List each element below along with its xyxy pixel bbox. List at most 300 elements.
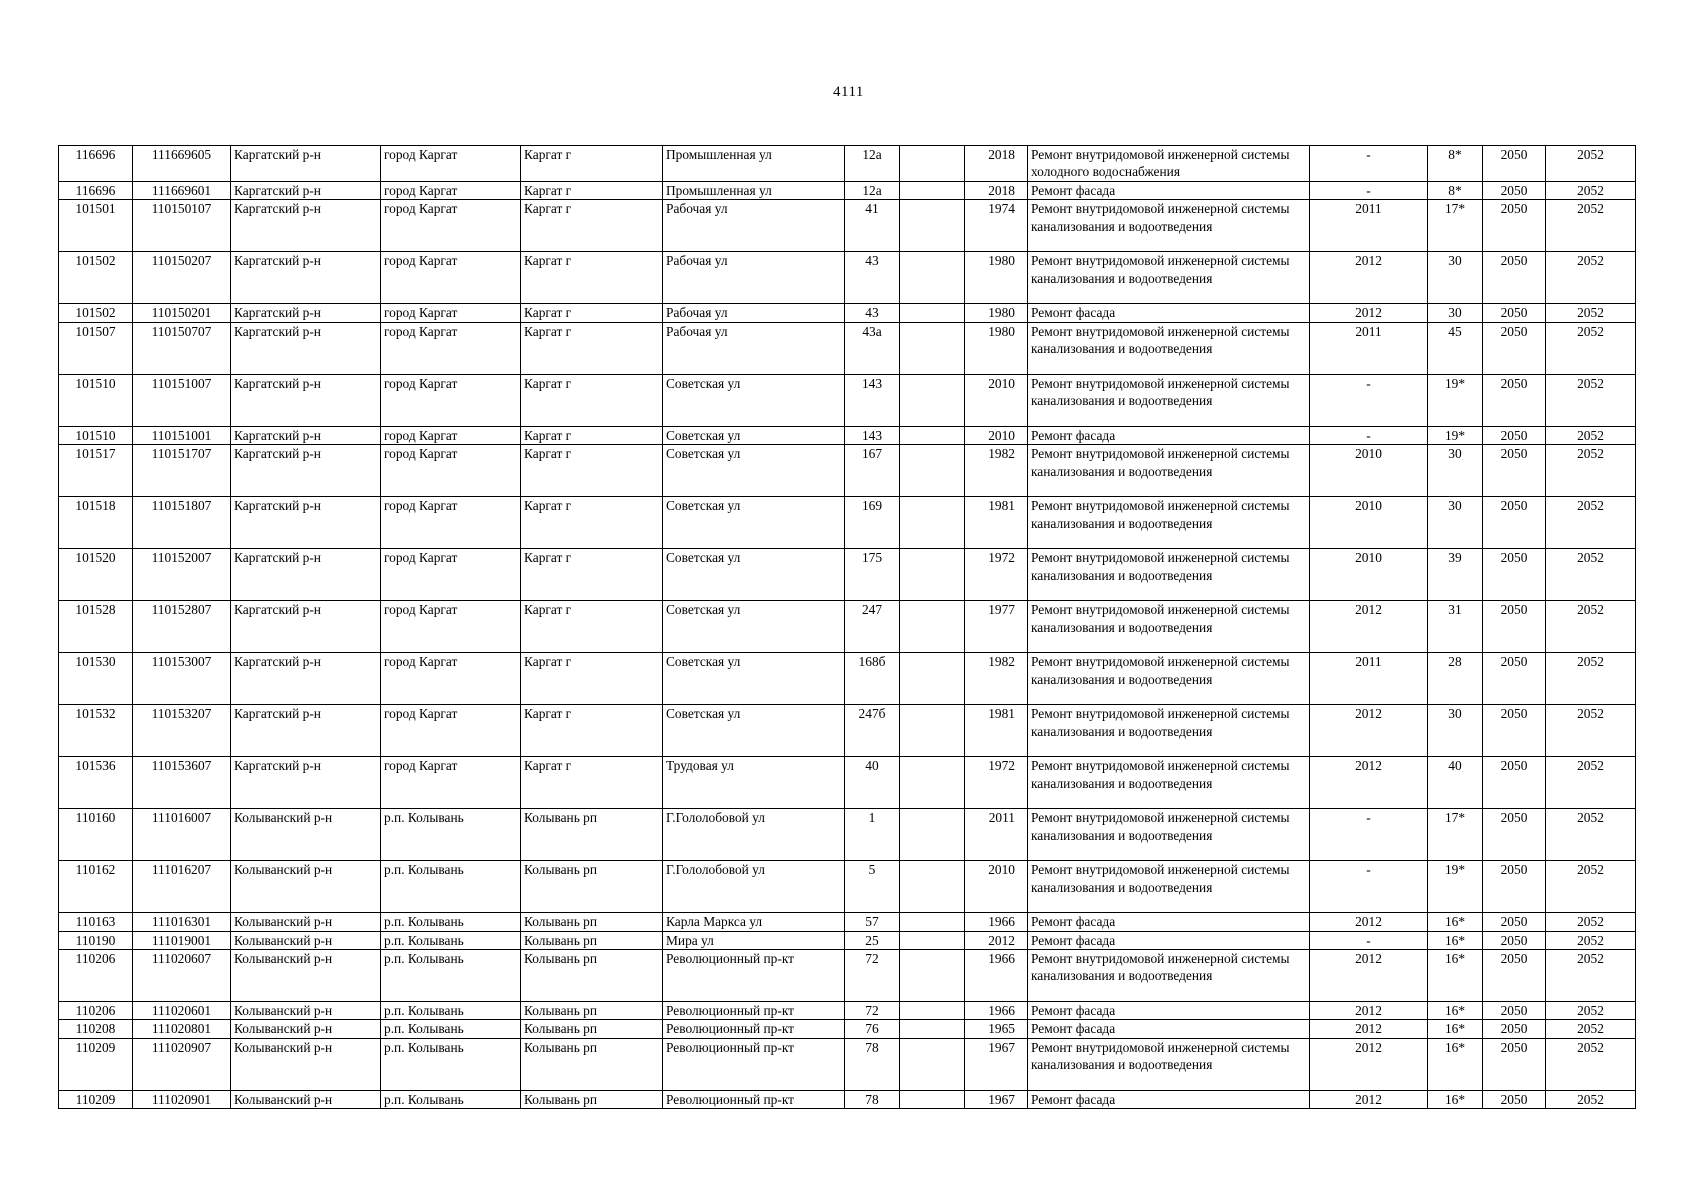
locality: Каргат г <box>521 653 663 705</box>
empty-cell <box>900 1090 965 1108</box>
building-number: 12а <box>845 146 900 182</box>
table-row <box>59 601 1636 653</box>
building-number: 169 <box>845 497 900 549</box>
table-row <box>59 1001 1636 1019</box>
record-code: 110151807 <box>133 497 231 549</box>
empty-cell <box>900 549 965 601</box>
table-row <box>59 374 1636 426</box>
last-repair-year: 2011 <box>1310 653 1428 705</box>
year-built: 2018 <box>965 181 1028 199</box>
district: Каргатский р-н <box>231 757 381 809</box>
table-row <box>59 304 1636 322</box>
district: Каргатский р-н <box>231 146 381 182</box>
locality: Каргат г <box>521 426 663 444</box>
year-built: 1980 <box>965 304 1028 322</box>
record-code: 110150107 <box>133 200 231 252</box>
building-number: 12а <box>845 181 900 199</box>
empty-cell <box>900 374 965 426</box>
year-built: 1972 <box>965 757 1028 809</box>
planned-start-year: 2050 <box>1483 705 1546 757</box>
record-id: 101536 <box>59 757 133 809</box>
building-number: 43а <box>845 322 900 374</box>
planned-start-year: 2050 <box>1483 1001 1546 1019</box>
planned-end-year: 2052 <box>1546 809 1636 861</box>
building-number: 25 <box>845 931 900 949</box>
planned-start-year: 2050 <box>1483 374 1546 426</box>
locality: Каргат г <box>521 146 663 182</box>
work-type: Ремонт внутридомовой инженерной системы холодного водоснабжения <box>1028 146 1310 182</box>
record-code: 110151001 <box>133 426 231 444</box>
locality: Каргат г <box>521 445 663 497</box>
last-repair-year: 2012 <box>1310 1038 1428 1090</box>
building-number: 175 <box>845 549 900 601</box>
empty-cell <box>900 913 965 931</box>
table-row <box>59 252 1636 304</box>
planned-start-year: 2050 <box>1483 757 1546 809</box>
work-type: Ремонт внутридомовой инженерной системы канализования и водоотведения <box>1028 653 1310 705</box>
building-number: 41 <box>845 200 900 252</box>
wear-value: 16* <box>1428 1038 1483 1090</box>
planned-start-year: 2050 <box>1483 252 1546 304</box>
district: Каргатский р-н <box>231 252 381 304</box>
street: Г.Гололобовой ул <box>663 861 845 913</box>
wear-value: 19* <box>1428 861 1483 913</box>
record-code: 110153207 <box>133 705 231 757</box>
locality: Каргат г <box>521 601 663 653</box>
table-row <box>59 949 1636 1001</box>
work-type: Ремонт внутридомовой инженерной системы канализования и водоотведения <box>1028 861 1310 913</box>
record-code: 110151007 <box>133 374 231 426</box>
locality: Каргат г <box>521 252 663 304</box>
street: Рабочая ул <box>663 304 845 322</box>
planned-start-year: 2050 <box>1483 601 1546 653</box>
locality: Колывань рп <box>521 931 663 949</box>
last-repair-year: 2012 <box>1310 252 1428 304</box>
municipality: город Каргат <box>381 322 521 374</box>
last-repair-year: - <box>1310 861 1428 913</box>
street: Г.Гололобовой ул <box>663 809 845 861</box>
planned-end-year: 2052 <box>1546 705 1636 757</box>
last-repair-year: 2011 <box>1310 322 1428 374</box>
table-row <box>59 200 1636 252</box>
locality: Каргат г <box>521 181 663 199</box>
municipality: р.п. Колывань <box>381 1038 521 1090</box>
year-built: 1982 <box>965 653 1028 705</box>
record-id: 101518 <box>59 497 133 549</box>
record-code: 111020607 <box>133 949 231 1001</box>
street: Революционный пр-кт <box>663 1020 845 1038</box>
district: Колыванский р-н <box>231 861 381 913</box>
planned-start-year: 2050 <box>1483 497 1546 549</box>
year-built: 1972 <box>965 549 1028 601</box>
planned-start-year: 2050 <box>1483 200 1546 252</box>
wear-value: 8* <box>1428 181 1483 199</box>
empty-cell <box>900 426 965 444</box>
street: Советская ул <box>663 601 845 653</box>
district: Каргатский р-н <box>231 200 381 252</box>
work-type: Ремонт внутридомовой инженерной системы канализования и водоотведения <box>1028 322 1310 374</box>
municipality: город Каргат <box>381 497 521 549</box>
record-id: 101520 <box>59 549 133 601</box>
street: Советская ул <box>663 497 845 549</box>
municipality: город Каргат <box>381 181 521 199</box>
building-number: 247 <box>845 601 900 653</box>
district: Каргатский р-н <box>231 601 381 653</box>
record-id: 110163 <box>59 913 133 931</box>
wear-value: 30 <box>1428 497 1483 549</box>
empty-cell <box>900 146 965 182</box>
empty-cell <box>900 1020 965 1038</box>
work-type: Ремонт внутридомовой инженерной системы канализования и водоотведения <box>1028 445 1310 497</box>
planned-end-year: 2052 <box>1546 200 1636 252</box>
wear-value: 17* <box>1428 200 1483 252</box>
year-built: 1980 <box>965 252 1028 304</box>
municipality: город Каргат <box>381 200 521 252</box>
building-number: 43 <box>845 304 900 322</box>
empty-cell <box>900 809 965 861</box>
building-number: 72 <box>845 949 900 1001</box>
last-repair-year: 2011 <box>1310 200 1428 252</box>
planned-start-year: 2050 <box>1483 146 1546 182</box>
year-built: 1981 <box>965 705 1028 757</box>
record-code: 111020801 <box>133 1020 231 1038</box>
last-repair-year: 2012 <box>1310 757 1428 809</box>
municipality: город Каргат <box>381 601 521 653</box>
wear-value: 17* <box>1428 809 1483 861</box>
planned-start-year: 2050 <box>1483 1038 1546 1090</box>
district: Каргатский р-н <box>231 497 381 549</box>
street: Промышленная ул <box>663 181 845 199</box>
record-code: 111020601 <box>133 1001 231 1019</box>
record-code: 110150707 <box>133 322 231 374</box>
record-code: 111020907 <box>133 1038 231 1090</box>
wear-value: 8* <box>1428 146 1483 182</box>
district: Каргатский р-н <box>231 549 381 601</box>
record-code: 110152807 <box>133 601 231 653</box>
record-id: 101532 <box>59 705 133 757</box>
locality: Колывань рп <box>521 913 663 931</box>
record-id: 110160 <box>59 809 133 861</box>
locality: Каргат г <box>521 374 663 426</box>
work-type: Ремонт внутридомовой инженерной системы канализования и водоотведения <box>1028 497 1310 549</box>
street: Рабочая ул <box>663 252 845 304</box>
street: Советская ул <box>663 653 845 705</box>
building-number: 40 <box>845 757 900 809</box>
last-repair-year: 2012 <box>1310 949 1428 1001</box>
district: Каргатский р-н <box>231 445 381 497</box>
wear-value: 30 <box>1428 304 1483 322</box>
street: Промышленная ул <box>663 146 845 182</box>
last-repair-year: - <box>1310 426 1428 444</box>
district: Колыванский р-н <box>231 931 381 949</box>
district: Каргатский р-н <box>231 705 381 757</box>
district: Каргатский р-н <box>231 181 381 199</box>
planned-start-year: 2050 <box>1483 949 1546 1001</box>
street: Революционный пр-кт <box>663 1001 845 1019</box>
planned-start-year: 2050 <box>1483 809 1546 861</box>
record-id: 101501 <box>59 200 133 252</box>
district: Каргатский р-н <box>231 374 381 426</box>
table-row <box>59 1090 1636 1108</box>
wear-value: 39 <box>1428 549 1483 601</box>
empty-cell <box>900 200 965 252</box>
last-repair-year: - <box>1310 931 1428 949</box>
year-built: 1966 <box>965 913 1028 931</box>
last-repair-year: - <box>1310 146 1428 182</box>
street: Революционный пр-кт <box>663 1038 845 1090</box>
year-built: 2010 <box>965 861 1028 913</box>
municipality: р.п. Колывань <box>381 1001 521 1019</box>
empty-cell <box>900 601 965 653</box>
last-repair-year: 2010 <box>1310 549 1428 601</box>
wear-value: 19* <box>1428 374 1483 426</box>
work-type: Ремонт фасада <box>1028 931 1310 949</box>
table-row <box>59 809 1636 861</box>
year-built: 1966 <box>965 949 1028 1001</box>
record-code: 110152007 <box>133 549 231 601</box>
record-id: 110206 <box>59 949 133 1001</box>
work-type: Ремонт фасада <box>1028 181 1310 199</box>
locality: Каргат г <box>521 497 663 549</box>
record-id: 101507 <box>59 322 133 374</box>
wear-value: 30 <box>1428 445 1483 497</box>
district: Колыванский р-н <box>231 1090 381 1108</box>
planned-start-year: 2050 <box>1483 913 1546 931</box>
street: Рабочая ул <box>663 200 845 252</box>
wear-value: 16* <box>1428 1020 1483 1038</box>
table-row <box>59 549 1636 601</box>
wear-value: 16* <box>1428 913 1483 931</box>
planned-end-year: 2052 <box>1546 304 1636 322</box>
wear-value: 16* <box>1428 949 1483 1001</box>
record-id: 110162 <box>59 861 133 913</box>
building-number: 143 <box>845 374 900 426</box>
municipality: город Каргат <box>381 374 521 426</box>
work-type: Ремонт внутридомовой инженерной системы канализования и водоотведения <box>1028 757 1310 809</box>
planned-end-year: 2052 <box>1546 146 1636 182</box>
record-code: 111020901 <box>133 1090 231 1108</box>
planned-start-year: 2050 <box>1483 1090 1546 1108</box>
wear-value: 45 <box>1428 322 1483 374</box>
building-number: 1 <box>845 809 900 861</box>
municipality: р.п. Колывань <box>381 949 521 1001</box>
wear-value: 16* <box>1428 931 1483 949</box>
planned-start-year: 2050 <box>1483 304 1546 322</box>
table-row <box>59 1020 1636 1038</box>
last-repair-year: 2012 <box>1310 304 1428 322</box>
work-type: Ремонт внутридомовой инженерной системы канализования и водоотведения <box>1028 601 1310 653</box>
building-number: 167 <box>845 445 900 497</box>
municipality: город Каргат <box>381 757 521 809</box>
last-repair-year: 2012 <box>1310 913 1428 931</box>
record-code: 110150201 <box>133 304 231 322</box>
year-built: 2011 <box>965 809 1028 861</box>
street: Советская ул <box>663 374 845 426</box>
table-row <box>59 861 1636 913</box>
record-id: 110206 <box>59 1001 133 1019</box>
planned-end-year: 2052 <box>1546 445 1636 497</box>
record-id: 101510 <box>59 426 133 444</box>
building-number: 76 <box>845 1020 900 1038</box>
table-row <box>59 653 1636 705</box>
table-row <box>59 146 1636 182</box>
last-repair-year: 2012 <box>1310 1090 1428 1108</box>
planned-start-year: 2050 <box>1483 322 1546 374</box>
planned-start-year: 2050 <box>1483 445 1546 497</box>
planned-end-year: 2052 <box>1546 861 1636 913</box>
municipality: р.п. Колывань <box>381 931 521 949</box>
table-row <box>59 757 1636 809</box>
planned-end-year: 2052 <box>1546 1090 1636 1108</box>
record-code: 111016007 <box>133 809 231 861</box>
record-id: 101502 <box>59 304 133 322</box>
table-row <box>59 913 1636 931</box>
year-built: 1981 <box>965 497 1028 549</box>
empty-cell <box>900 1038 965 1090</box>
locality: Колывань рп <box>521 809 663 861</box>
building-number: 78 <box>845 1090 900 1108</box>
year-built: 1967 <box>965 1090 1028 1108</box>
record-id: 110190 <box>59 931 133 949</box>
record-id: 101528 <box>59 601 133 653</box>
locality: Каргат г <box>521 757 663 809</box>
record-code: 110153607 <box>133 757 231 809</box>
work-type: Ремонт внутридомовой инженерной системы канализования и водоотведения <box>1028 252 1310 304</box>
building-number: 72 <box>845 1001 900 1019</box>
work-type: Ремонт внутридомовой инженерной системы канализования и водоотведения <box>1028 549 1310 601</box>
empty-cell <box>900 181 965 199</box>
record-id: 116696 <box>59 181 133 199</box>
planned-start-year: 2050 <box>1483 861 1546 913</box>
district: Колыванский р-н <box>231 949 381 1001</box>
district: Каргатский р-н <box>231 653 381 705</box>
record-code: 111019001 <box>133 931 231 949</box>
municipality: р.п. Колывань <box>381 1090 521 1108</box>
empty-cell <box>900 322 965 374</box>
wear-value: 40 <box>1428 757 1483 809</box>
empty-cell <box>900 861 965 913</box>
district: Каргатский р-н <box>231 322 381 374</box>
year-built: 1977 <box>965 601 1028 653</box>
locality: Колывань рп <box>521 949 663 1001</box>
municipality: город Каргат <box>381 426 521 444</box>
table-row <box>59 1038 1636 1090</box>
municipality: город Каргат <box>381 252 521 304</box>
work-type: Ремонт внутридомовой инженерной системы канализования и водоотведения <box>1028 200 1310 252</box>
building-number: 247б <box>845 705 900 757</box>
building-number: 43 <box>845 252 900 304</box>
planned-end-year: 2052 <box>1546 252 1636 304</box>
last-repair-year: - <box>1310 181 1428 199</box>
year-built: 1980 <box>965 322 1028 374</box>
municipality: город Каргат <box>381 705 521 757</box>
year-built: 2012 <box>965 931 1028 949</box>
wear-value: 16* <box>1428 1001 1483 1019</box>
record-id: 110208 <box>59 1020 133 1038</box>
planned-end-year: 2052 <box>1546 757 1636 809</box>
year-built: 1982 <box>965 445 1028 497</box>
municipality: р.п. Колывань <box>381 1020 521 1038</box>
street: Революционный пр-кт <box>663 949 845 1001</box>
planned-end-year: 2052 <box>1546 497 1636 549</box>
work-type: Ремонт фасада <box>1028 426 1310 444</box>
district: Каргатский р-н <box>231 304 381 322</box>
record-id: 101510 <box>59 374 133 426</box>
municipality: р.п. Колывань <box>381 913 521 931</box>
last-repair-year: - <box>1310 809 1428 861</box>
last-repair-year: 2012 <box>1310 601 1428 653</box>
planned-end-year: 2052 <box>1546 1020 1636 1038</box>
year-built: 1974 <box>965 200 1028 252</box>
planned-end-year: 2052 <box>1546 601 1636 653</box>
street: Советская ул <box>663 549 845 601</box>
last-repair-year: 2012 <box>1310 705 1428 757</box>
district: Колыванский р-н <box>231 1001 381 1019</box>
table-row <box>59 931 1636 949</box>
empty-cell <box>900 1001 965 1019</box>
planned-end-year: 2052 <box>1546 949 1636 1001</box>
building-number: 5 <box>845 861 900 913</box>
empty-cell <box>900 252 965 304</box>
municipality: р.п. Колывань <box>381 809 521 861</box>
planned-end-year: 2052 <box>1546 1001 1636 1019</box>
empty-cell <box>900 445 965 497</box>
locality: Колывань рп <box>521 1001 663 1019</box>
building-number: 57 <box>845 913 900 931</box>
year-built: 1966 <box>965 1001 1028 1019</box>
table-row <box>59 705 1636 757</box>
wear-value: 31 <box>1428 601 1483 653</box>
municipality: город Каргат <box>381 445 521 497</box>
empty-cell <box>900 304 965 322</box>
locality: Каргат г <box>521 705 663 757</box>
record-code: 111016207 <box>133 861 231 913</box>
work-type: Ремонт внутридомовой инженерной системы канализования и водоотведения <box>1028 705 1310 757</box>
table-row <box>59 445 1636 497</box>
record-code: 111669601 <box>133 181 231 199</box>
planned-end-year: 2052 <box>1546 913 1636 931</box>
planned-end-year: 2052 <box>1546 1038 1636 1090</box>
page-number: 4111 <box>833 84 864 100</box>
building-number: 78 <box>845 1038 900 1090</box>
record-id: 101530 <box>59 653 133 705</box>
district: Колыванский р-н <box>231 1038 381 1090</box>
street: Рабочая ул <box>663 322 845 374</box>
street: Мира ул <box>663 931 845 949</box>
record-id: 101517 <box>59 445 133 497</box>
planned-end-year: 2052 <box>1546 322 1636 374</box>
work-type: Ремонт фасада <box>1028 1020 1310 1038</box>
planned-start-year: 2050 <box>1483 1020 1546 1038</box>
planned-start-year: 2050 <box>1483 181 1546 199</box>
table-row <box>59 181 1636 199</box>
record-code: 111016301 <box>133 913 231 931</box>
district: Каргатский р-н <box>231 426 381 444</box>
last-repair-year: 2010 <box>1310 497 1428 549</box>
planned-start-year: 2050 <box>1483 931 1546 949</box>
last-repair-year: 2012 <box>1310 1001 1428 1019</box>
wear-value: 19* <box>1428 426 1483 444</box>
street: Советская ул <box>663 705 845 757</box>
municipality: город Каргат <box>381 549 521 601</box>
record-code: 110153007 <box>133 653 231 705</box>
planned-end-year: 2052 <box>1546 549 1636 601</box>
work-type: Ремонт внутридомовой инженерной системы канализования и водоотведения <box>1028 1038 1310 1090</box>
work-type: Ремонт внутридомовой инженерной системы канализования и водоотведения <box>1028 949 1310 1001</box>
locality: Колывань рп <box>521 1038 663 1090</box>
record-id: 101502 <box>59 252 133 304</box>
record-code: 110151707 <box>133 445 231 497</box>
